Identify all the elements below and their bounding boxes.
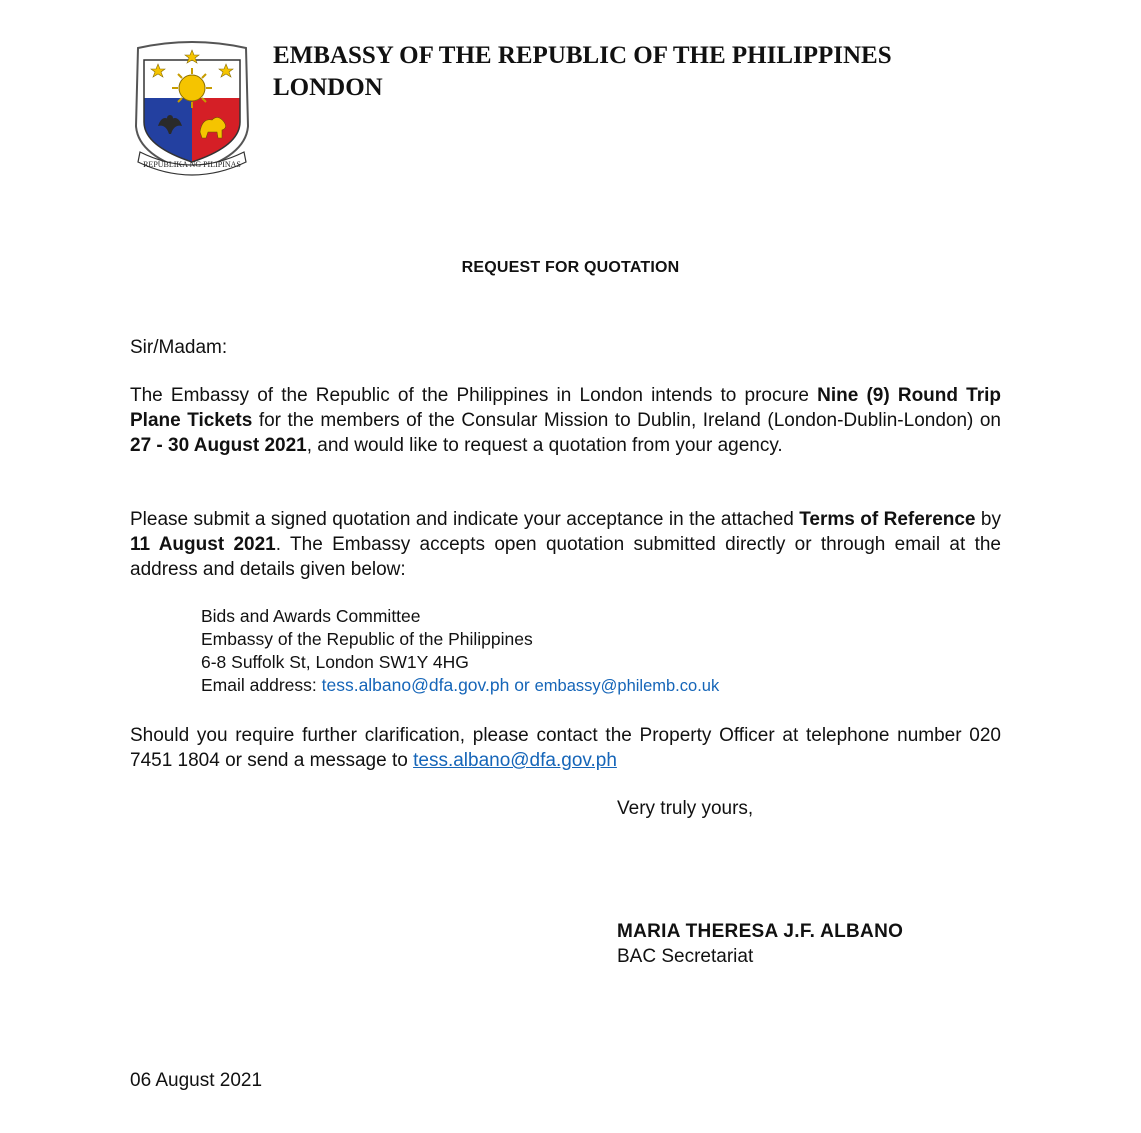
p2-text-1: Please submit a signed quotation and indicate your acceptance in the attached (130, 509, 800, 530)
embassy-letterhead (273, 40, 1033, 104)
p1-text-2: for the members of the Consular Mission to Dublin, Ireland (London-Dublin-London) on (252, 410, 1001, 431)
p1-text-1: The Embassy of the Republic of the Philippines in London intends to procure (130, 385, 818, 406)
p2-text-2: by (975, 509, 1001, 530)
email-label: Email address: (201, 675, 322, 695)
p1-text-3: , and would like to request a quotation from your agency. (306, 435, 783, 456)
contact-email-link[interactable]: tess.albano@dfa.gov.ph (413, 750, 617, 771)
p1-bold-item: Nine (9) Round Trip Plane Tickets (130, 385, 1002, 431)
paragraph-clarification (130, 723, 1001, 773)
salutation: Sir/Madam: (130, 337, 228, 358)
closing-phrase: Very truly yours, (617, 798, 754, 819)
address-block (201, 605, 719, 698)
address-line-2: Embassy of the Republic of the Philippines (201, 629, 533, 649)
p1-bold-dates: 27 - 30 August 2021 (130, 435, 307, 456)
p3-text-1: Should you require further clarification, please contact the Property Officer at telephone number 020 7451 1804 or send a message to (130, 725, 1001, 771)
sun-icon (172, 68, 212, 108)
document-title: REQUEST FOR QUOTATION (461, 259, 680, 276)
email-link-embassy[interactable]: embassy@philemb.co.uk (534, 677, 720, 695)
paragraph-submission (130, 507, 1001, 582)
letterhead-line-2: LONDON (273, 74, 383, 101)
address-email-line (201, 674, 719, 698)
signatory-title: BAC Secretariat (617, 946, 754, 967)
email-or: or (509, 675, 535, 695)
paragraph-procurement (130, 383, 1001, 458)
address-line-1: Bids and Awards Committee (201, 606, 421, 626)
p2-bold-terms: Terms of Reference (799, 509, 976, 530)
signatory-name: MARIA THERESA J.F. ALBANO (617, 921, 904, 942)
address-line-3: 6-8 Suffolk St, London SW1Y 4HG (201, 652, 469, 672)
p2-text-3: . The Embassy accepts open quotation submitted directly or through email at the address and details given below: (130, 534, 1001, 580)
philippine-seal-logo (130, 38, 254, 180)
letter-date: 06 August 2021 (130, 1070, 263, 1091)
p2-bold-deadline: 11 August 2021 (130, 534, 276, 555)
seal-banner-text: REPUBLIKA NG PILIPINAS (143, 160, 241, 169)
letterhead-line-1: EMBASSY OF THE REPUBLIC OF THE PHILIPPINES (273, 42, 892, 69)
email-link-tess[interactable]: tess.albano@dfa.gov.ph (321, 675, 510, 695)
